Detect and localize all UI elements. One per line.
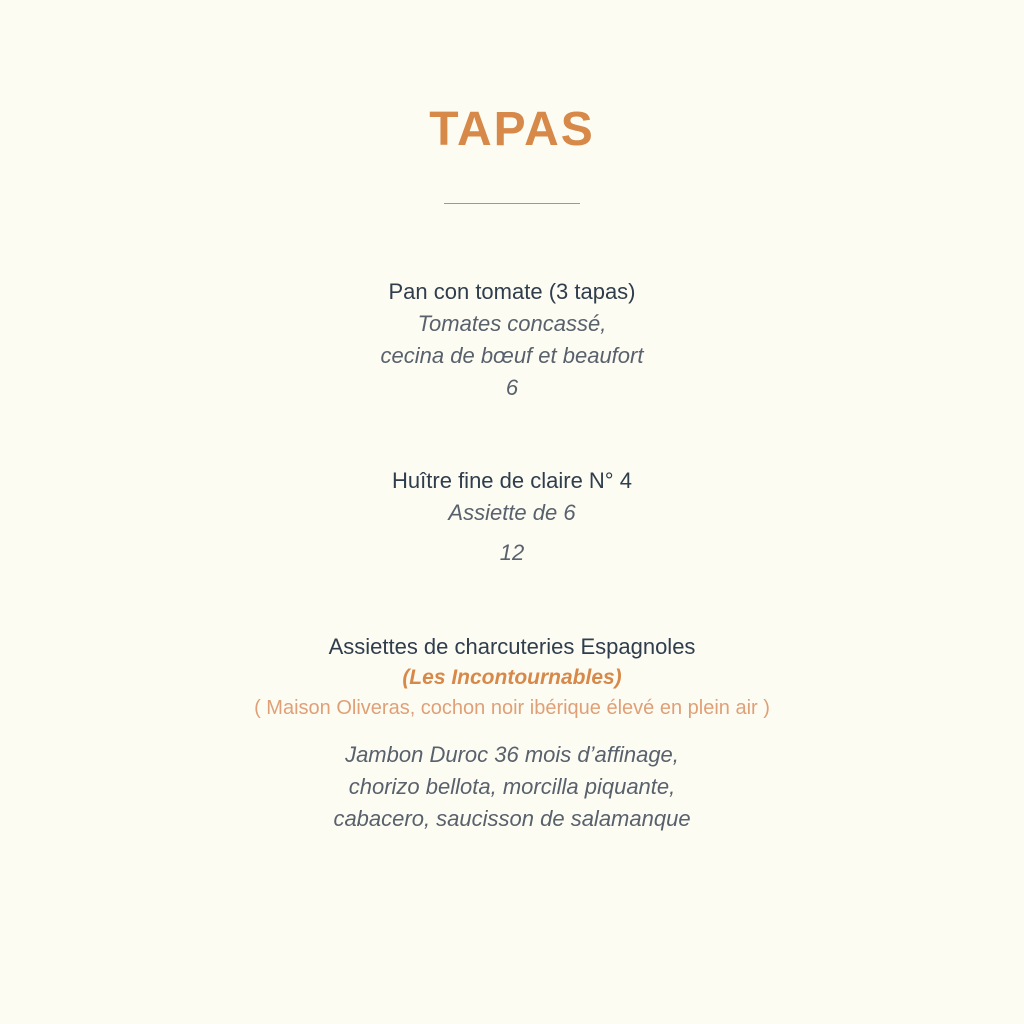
title-divider <box>444 203 580 204</box>
menu-item-huitre <box>0 465 1024 569</box>
item-description-line: Tomates concassé, <box>417 311 607 336</box>
item-description-line: Jambon Duroc 36 mois d’affinage, <box>345 742 679 767</box>
item-description-line: Assiette de 6 <box>448 500 576 525</box>
item-origin: ( Maison Oliveras, cochon noir ibérique élevé en plein air ) <box>254 697 770 719</box>
menu-item-pan-con-tomate <box>0 276 1024 404</box>
menu-item-charcuteries <box>0 631 1024 835</box>
item-price: 6 <box>505 375 519 400</box>
item-description-line: chorizo bellota, morcilla piquante, <box>348 774 676 799</box>
item-description-line: cecina de bœuf et beaufort <box>380 343 644 368</box>
item-price: 12 <box>499 540 525 565</box>
page-title: TAPAS <box>429 103 595 156</box>
item-name: Assiettes de charcuteries Espagnoles <box>328 634 696 659</box>
item-description-line: cabacero, saucisson de salamanque <box>333 806 691 831</box>
item-name: Pan con tomate (3 tapas) <box>388 279 636 304</box>
item-name: Huître fine de claire N° 4 <box>392 468 632 493</box>
item-highlight: (Les Incontournables) <box>402 666 622 689</box>
